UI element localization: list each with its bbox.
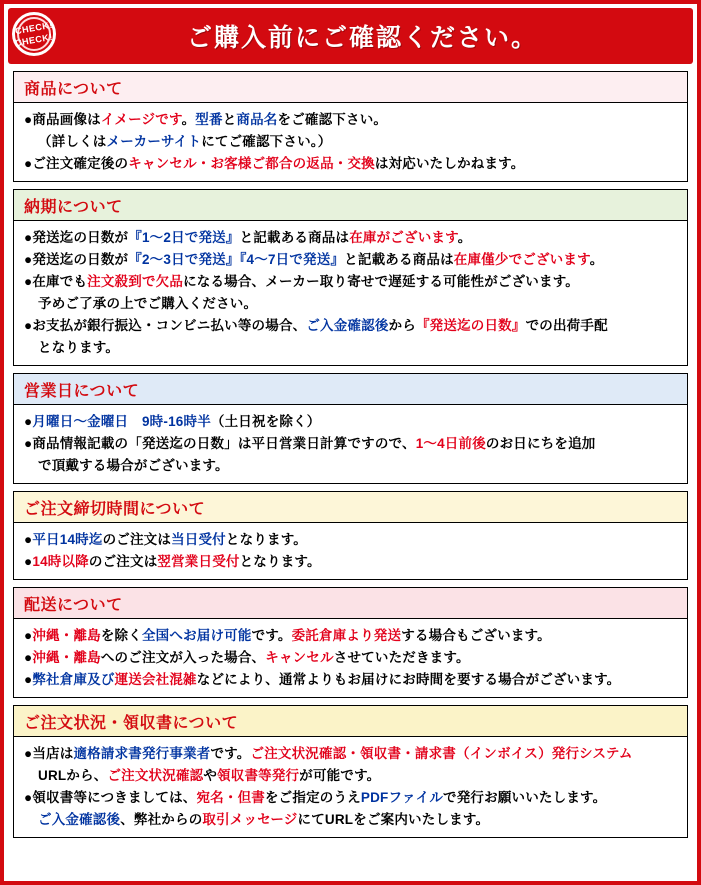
notice-line	[24, 154, 677, 173]
notice-line	[24, 766, 677, 785]
line-text: ●ご注文確定後のキャンセル・お客様ご都合の返品・交換は対応いたしかねます。	[24, 156, 525, 171]
line-text: ご入金確認後、弊社からの取引メッセージにてURLをご案内いたします。	[38, 812, 490, 827]
page-header	[8, 8, 693, 64]
line-text: ●沖縄・離島を除く全国へお届け可能です。委託倉庫より発送する場合もございます。	[24, 628, 551, 643]
notice-line	[24, 744, 677, 763]
line-text: で頂戴する場合がございます。	[38, 458, 229, 473]
notice-line	[24, 626, 677, 645]
section-body-shipping	[14, 619, 687, 697]
line-text: ●発送迄の日数が『2～3日で発送』『4～7日で発送』と記載ある商品は在庫僅少でございます。	[24, 252, 604, 267]
section-title-order-status: ご注文状況・領収書について	[14, 706, 687, 737]
line-text: ●弊社倉庫及び運送会社混雑などにより、通常よりもお届けにお時間を要する場合がございます。	[24, 672, 621, 687]
section-delivery-time	[13, 189, 688, 366]
notice-line	[24, 228, 677, 247]
section-business-days	[13, 373, 688, 484]
section-order-status	[13, 705, 688, 838]
section-body-delivery-time	[14, 221, 687, 365]
section-title-delivery-time: 納期について	[14, 190, 687, 221]
line-text: URLから、ご注文状況確認や領収書等発行が可能です。	[38, 768, 381, 783]
check-badge-label-1: CHECK!	[14, 19, 54, 37]
section-body-order-status	[14, 737, 687, 837]
notice-line	[24, 110, 677, 129]
check-badge-icon	[6, 8, 62, 64]
line-text: ●在庫でも注文殺到で欠品になる場合、メーカー取り寄せで遅延する可能性がございます。	[24, 274, 580, 289]
notice-line	[24, 250, 677, 269]
notice-line	[24, 810, 677, 829]
section-body-order-cutoff	[14, 523, 687, 579]
line-text: （詳しくはメーカーサイトにてご確認下さい。）	[38, 134, 332, 149]
notice-line	[24, 434, 677, 453]
line-text: ●当店は適格請求書発行事業者です。ご注文状況確認・領収書・請求書（インボイス）発行システム	[24, 746, 633, 761]
line-text: ●平日14時迄のご注文は当日受付となります。	[24, 532, 308, 547]
line-text: ●月曜日～金曜日 9時-16時半（土日祝を除く）	[24, 414, 321, 429]
check-badge-label-2: CHECK!	[14, 31, 54, 49]
section-body-business-days	[14, 405, 687, 483]
notice-line	[24, 132, 677, 151]
line-text: 予めご了承の上でご購入ください。	[38, 296, 258, 311]
section-order-cutoff	[13, 491, 688, 580]
section-title-shipping: 配送について	[14, 588, 687, 619]
page-title: ご購入前にご確認ください。	[186, 24, 538, 52]
notice-line	[24, 338, 677, 357]
notice-line	[24, 412, 677, 431]
line-text: ●領収書等につきましては、宛名・但書をご指定のうえPDFファイルで発行お願いいたします。	[24, 790, 607, 805]
section-title-order-cutoff: ご注文締切時間について	[14, 492, 687, 523]
line-text: ●商品画像はイメージです。型番と商品名をご確認下さい。	[24, 112, 388, 127]
line-text: ●商品情報記載の「発送迄の日数」は平日営業日計算ですので、1～4日前後のお日にちを追加	[24, 436, 596, 451]
line-text: ●発送迄の日数が『1～2日で発送』と記載ある商品は在庫がございます。	[24, 230, 472, 245]
notice-line	[24, 456, 677, 475]
section-shipping	[13, 587, 688, 698]
section-title-business-days: 営業日について	[14, 374, 687, 405]
line-text: となります。	[38, 340, 120, 355]
section-body-product	[14, 103, 687, 181]
line-text: ●お支払が銀行振込・コンビニ払い等の場合、ご入金確認後から『発送迄の日数』での出荷手配	[24, 318, 608, 333]
notice-line	[24, 530, 677, 549]
section-product	[13, 71, 688, 182]
notice-line	[24, 670, 677, 689]
notice-line	[24, 648, 677, 667]
notice-line	[24, 316, 677, 335]
line-text: ●14時以降のご注文は翌営業日受付となります。	[24, 554, 321, 569]
section-title-product: 商品について	[14, 72, 687, 103]
notice-line	[24, 272, 677, 291]
line-text: ●沖縄・離島へのご注文が入った場合、キャンセルさせていただきます。	[24, 650, 470, 665]
notice-line	[24, 294, 677, 313]
notice-line	[24, 788, 677, 807]
notice-line	[24, 552, 677, 571]
